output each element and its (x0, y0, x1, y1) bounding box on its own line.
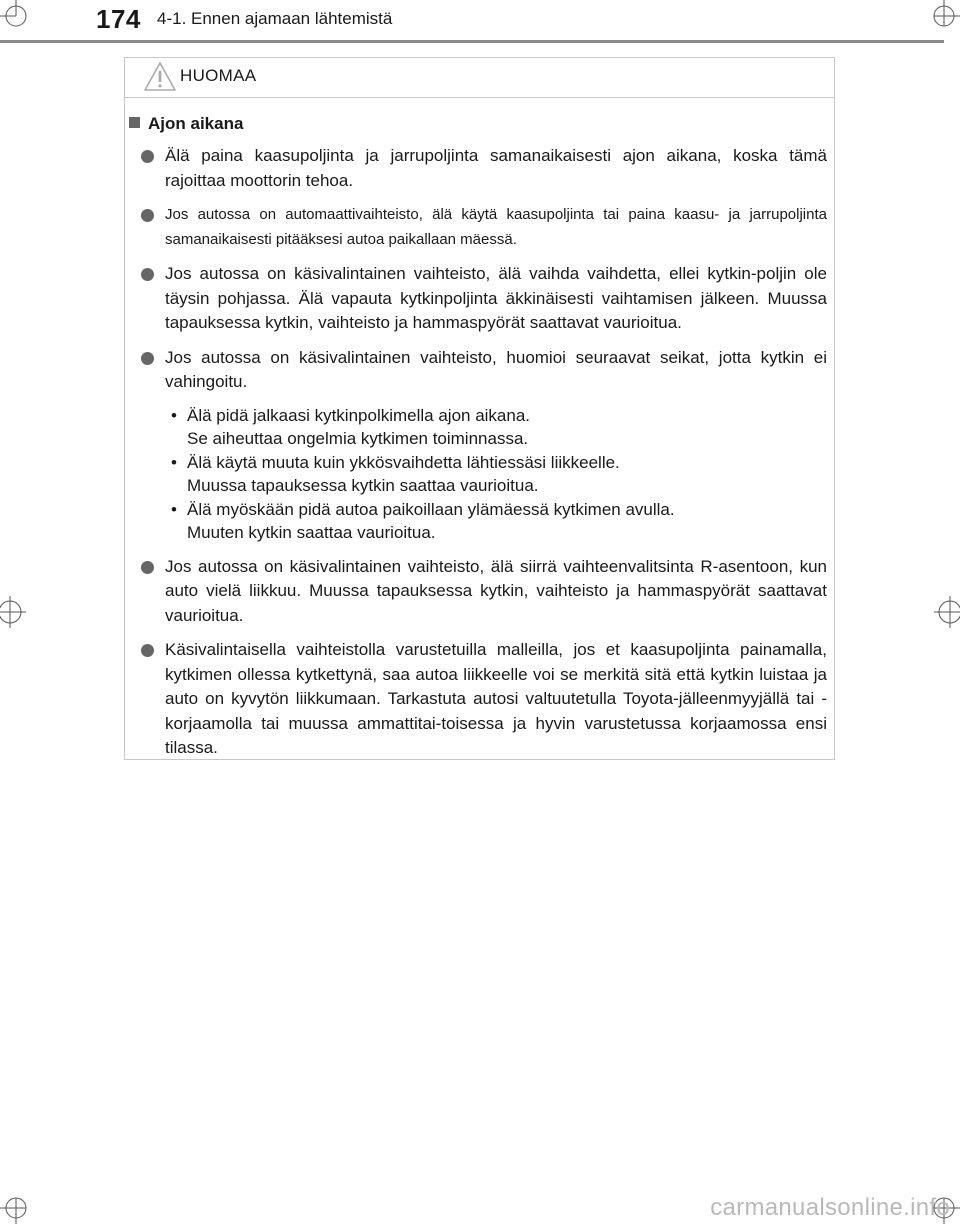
circle-bullet-icon (141, 644, 154, 657)
circle-bullet-icon (141, 150, 154, 163)
dot-bullet-icon: • (171, 452, 177, 472)
square-bullet-icon (129, 117, 140, 128)
sub-item-line: Muuten kytkin saattaa vaurioitua. (187, 523, 436, 542)
registration-mark-bottom-left (0, 1198, 26, 1224)
list-item-text: Jos autossa on käsivalintainen vaihteisto, älä siirrä vaihteenvalitsinta R-asentoon, kun auto vielä liikkuu. Muussa tapauksessa kytkin, vaihteisto ja hammaspyörät saattavat vaurioitua. (165, 556, 827, 625)
list-item (141, 555, 827, 629)
sub-list-item (169, 404, 827, 451)
section-title: 4-1. Ennen ajamaan lähtemistä (157, 9, 393, 28)
list-item (141, 262, 827, 336)
bullet-list (141, 144, 827, 771)
list-item (141, 144, 827, 193)
notice-header (125, 58, 834, 98)
registration-mark-top-left (0, 0, 26, 26)
circle-bullet-icon (141, 352, 154, 365)
list-item (141, 638, 827, 761)
registration-mark-mid-right (934, 596, 960, 628)
watermark[interactable]: carmanualsonline.info (710, 1194, 950, 1221)
list-item-text: Jos autossa on automaattivaihteisto, älä käytä kaasupoljinta tai paina kaasu- ja jarrupoljinta samanaikaisesti pitääksesi autoa paikallaan mäessä. (165, 206, 827, 248)
sub-item-line: Älä käytä muuta kuin ykkösvaihdetta lähtiessäsi liikkeelle. (187, 452, 620, 472)
registration-mark-mid-left (0, 596, 26, 628)
header-rule (0, 40, 944, 43)
list-item-text: Jos autossa on käsivalintainen vaihteisto, älä vaihda vaihdetta, ellei kytkin-poljin ole täysin pohjassa. Älä vapauta kytkinpoljinta äkkinäisesti vaihtamisen jälkeen. Muussa tapauksessa kytkin, vaihteisto ja hammaspyörät saattavat vaurioitua. (165, 264, 827, 332)
list-item (141, 203, 827, 252)
list-item-text: Jos autossa on käsivalintainen vaihteisto, huomioi seuraavat seikat, jotta kytkin ei vahingoitu. (165, 347, 827, 391)
sub-list-item (169, 498, 827, 545)
list-item-text: Käsivalintaisella vaihteistolla varustetuilla malleilla, jos et kaasupoljinta painamalla, kytkimen ollessa kytkettynä, saa autoa liikkeelle voi se merkitä sitä että kytkin luistaa ja auto on kyvytön liikkumaan. Tarkastuta autosi valtuutetulla Toyota-jälleenmyyjällä tai -korjaamolla tai muussa ammattitai-toisessa ja hyvin varustetussa korjaamossa ensi tilassa. (165, 640, 827, 757)
circle-bullet-icon (141, 268, 154, 281)
registration-mark-top-right (934, 0, 960, 26)
circle-bullet-icon (141, 209, 154, 222)
notice-box (124, 57, 835, 760)
sub-list (169, 404, 827, 545)
subheading (129, 114, 243, 134)
subheading-text: Ajon aikana (148, 114, 244, 133)
sub-item-line: Se aiheuttaa ongelmia kytkimen toiminnassa. (187, 429, 529, 448)
sub-item-line: Älä pidä jalkaasi kytkinpolkimella ajon aikana. (187, 405, 531, 425)
sub-item-line: Muussa tapauksessa kytkin saattaa vaurioitua. (187, 476, 539, 495)
list-item-text: Älä paina kaasupoljinta ja jarrupoljinta samanaikaisesti ajon aikana, koska tämä rajoittaa moottorin tehoa. (165, 146, 827, 190)
page-number: 174 (96, 4, 141, 34)
circle-bullet-icon (141, 561, 154, 574)
sub-item-line: Älä myöskään pidä autoa paikoillaan ylämäessä kytkimen avulla. (187, 499, 675, 519)
list-item (141, 346, 827, 545)
notice-label: HUOMAA (180, 66, 257, 85)
sub-list-item (169, 451, 827, 498)
warning-triangle-icon (143, 61, 177, 93)
dot-bullet-icon: • (171, 405, 177, 425)
dot-bullet-icon: • (171, 499, 177, 519)
